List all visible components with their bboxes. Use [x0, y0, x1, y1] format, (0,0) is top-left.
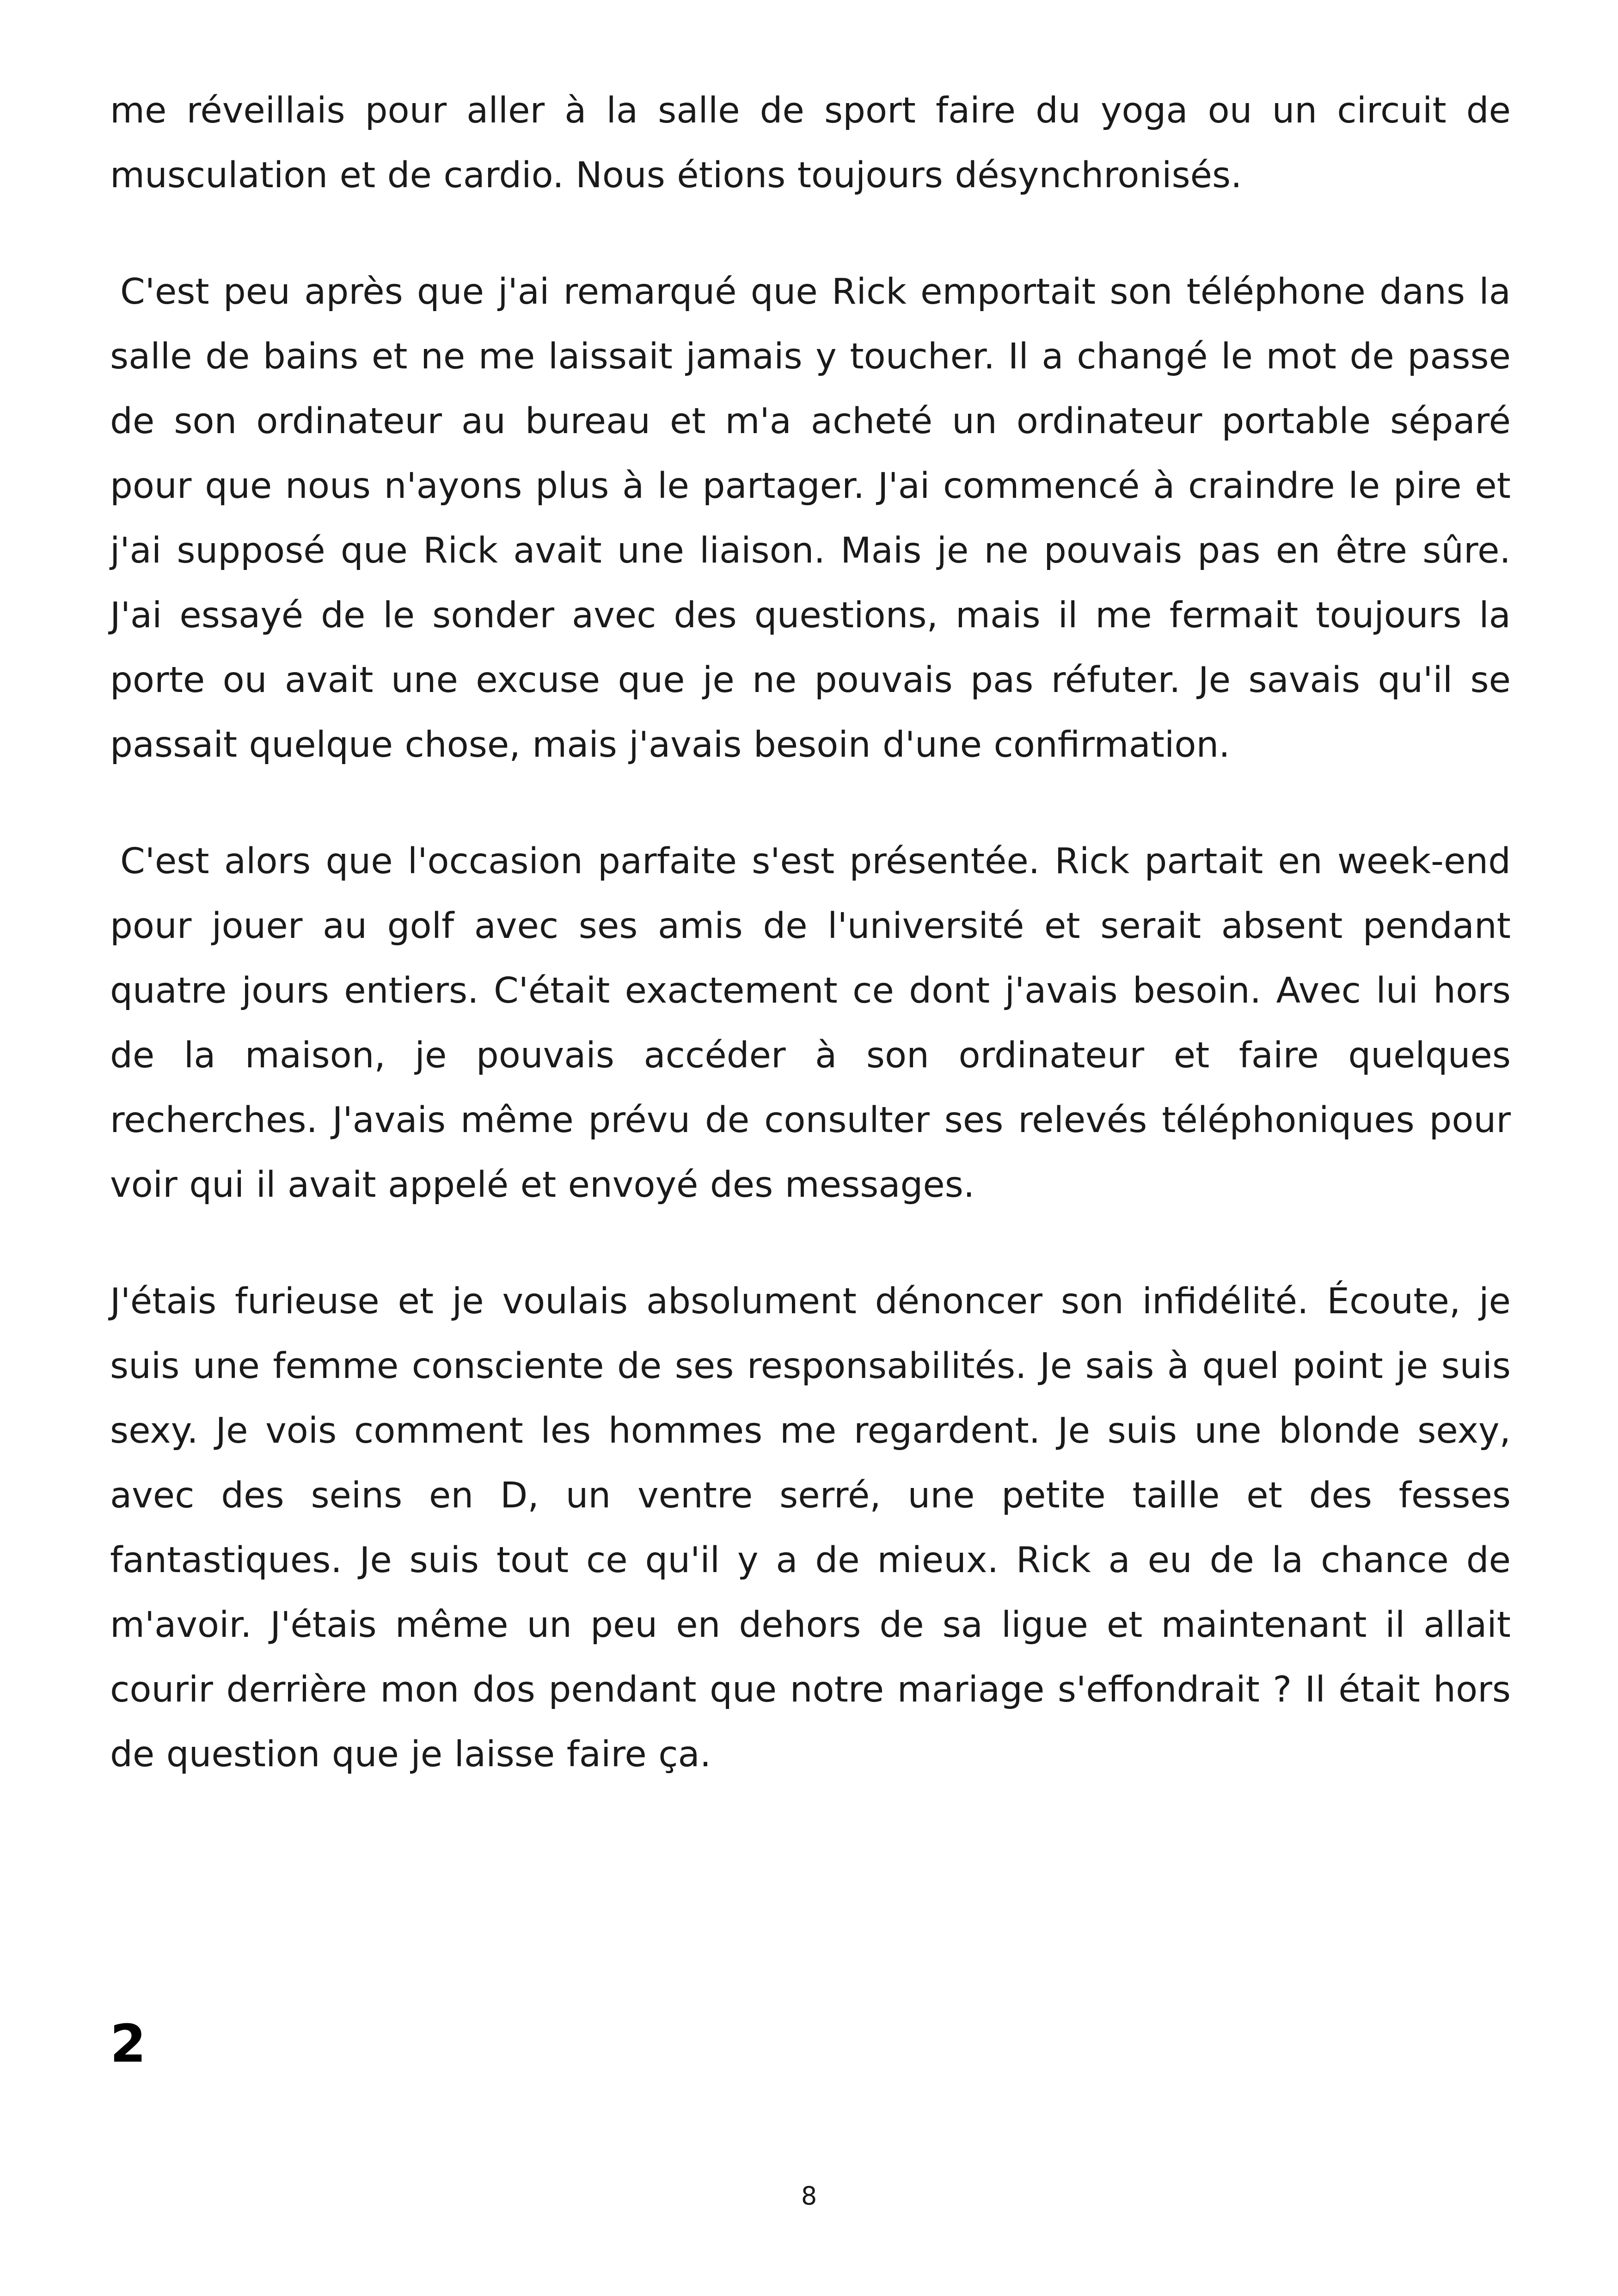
page-number: 8 [801, 2181, 817, 2210]
paragraph-4: J'étais furieuse et je voulais absolument dénoncer son infidélité. Écoute, je suis une femme consciente de ses responsabilités. Je sais à quel point je suis sexy. Je vois comment les hommes me regardent. Je suis une blonde sexy, avec des seins en D, un ventre serré, une petite taille et des fesses fantastiques. Je suis tout ce qu'il y a de mieux. Rick a eu de la chance de m'avoir. J'étais même un peu en dehors de sa ligue et maintenant il allait courir derrière mon dos pendant que notre mariage s'effondrait ? Il était hors de question que je laisse faire ça. [110, 1281, 1511, 1775]
paragraph-3: C'est alors que l'occasion parfaite s'est présentée. Rick partait en week-end pour jouer au golf avec ses amis de l'université et serait absent pendant quatre jours entiers. C'était exactement ce dont j'avais besoin. Avec lui hors de la maison, je pouvais accéder à son ordinateur et faire quelques recherches. J'avais même prévu de consulter ses relevés téléphoniques pour voir qui il avait appelé et envoyé des messages. [110, 841, 1511, 1206]
body-text [110, 79, 1511, 1839]
chapter-number: 2 [110, 2014, 146, 2074]
paragraph-1: me réveillais pour aller à la salle de sport faire du yoga ou un circuit de musculation et de cardio. Nous étions toujours désynchronisés. [110, 90, 1511, 196]
paragraph-2: C'est peu après que j'ai remarqué que Rick emportait son téléphone dans la salle de bains et ne me laissait jamais y toucher. Il a changé le mot de passe de son ordinateur au bureau et m'a acheté un ordinateur portable séparé pour que nous n'ayons plus à le partager. J'ai commencé à craindre le pire et j'ai supposé que Rick avait une liaison. Mais je ne pouvais pas en être sûre. J'ai essayé de le sonder avec des questions, mais il me fermait toujours la porte ou avait une excuse que je ne pouvais pas réfuter. Je savais qu'il se passait quelque chose, mais j'avais besoin d'une confirmation. [110, 271, 1511, 765]
